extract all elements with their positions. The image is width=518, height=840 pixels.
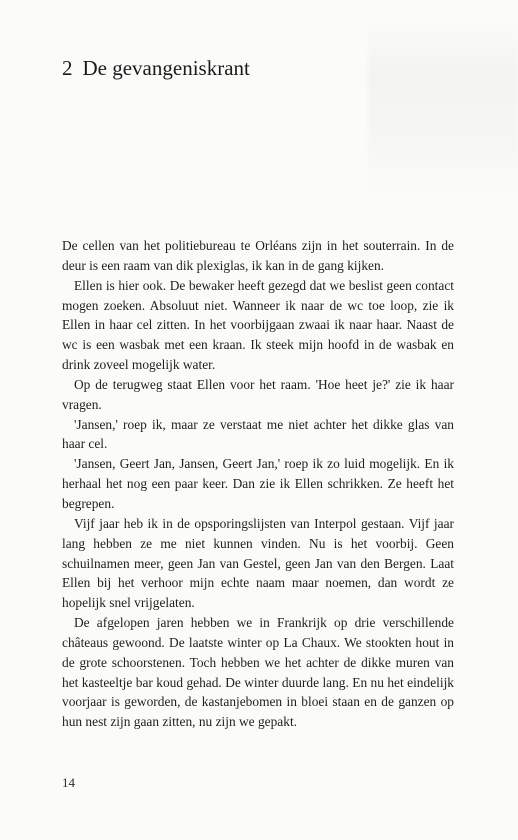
page-number: 14	[62, 775, 75, 790]
paragraph: Op de terugweg staat Ellen voor het raam. 'Hoe heet je?' zie ik haar vragen.	[62, 376, 454, 412]
paragraph: De afgelopen jaren hebben we in Frankrijk op drie verschillende châteaus gewoond. De laatste winter op La Chaux. We stookten hout in de grote schoorstenen. Toch hebben we het achter de dikke muren van het kasteeltje bar koud gehad. De winter duurde lang. En nu het eindelijk voorjaar is geworden, de kastanjebomen in bloei staan en de ganzen op hun nest zijn gaan zitten, nu zijn we gepakt.	[62, 615, 454, 730]
paragraph: De cellen van het politiebureau te Orléans zijn in het souterrain. In de deur is een raam van dik plexiglas, ik kan in de gang kijken.	[62, 238, 454, 273]
paragraph: 'Jansen, Geert Jan, Jansen, Geert Jan,' roep ik zo luid mogelijk. En ik herhaal het nog een paar keer. Dan zie ik Ellen schrikken. Ze heeft het begrepen.	[62, 456, 454, 511]
paragraph: Ellen is hier ook. De bewaker heeft gezegd dat we beslist geen contact mogen zoeken. Absoluut niet. Wanneer ik naar de wc toe loop, zie ik Ellen in haar cel zitten. In het voorbijgaan zwaai ik naar haar. Naast de wc is een wasbak met een kraan. Ik steek mijn hoofd in de wasbak en drink zoveel mogelijk water.	[62, 277, 454, 373]
chapter-heading	[62, 56, 250, 81]
show-through-shadow	[368, 20, 518, 195]
chapter-body	[62, 236, 454, 732]
paragraph: 'Jansen,' roep ik, maar ze verstaat me niet achter het dikke glas van haar cel.	[62, 416, 454, 452]
chapter-number: 2	[62, 56, 73, 80]
paragraph: Vijf jaar heb ik in de opsporingslijsten van Interpol gestaan. Vijf jaar lang hebben ze me niet kunnen vinden. Nu is het voorbij. Geen schuilnamen meer, geen Jan van Gestel, geen Jan van den Bergen. Laat Ellen bij het verhoor mijn echte naam maar noemen, dan wordt ze hopelijk snel vrijgelaten.	[62, 515, 454, 611]
chapter-title: De gevangeniskrant	[82, 56, 250, 80]
